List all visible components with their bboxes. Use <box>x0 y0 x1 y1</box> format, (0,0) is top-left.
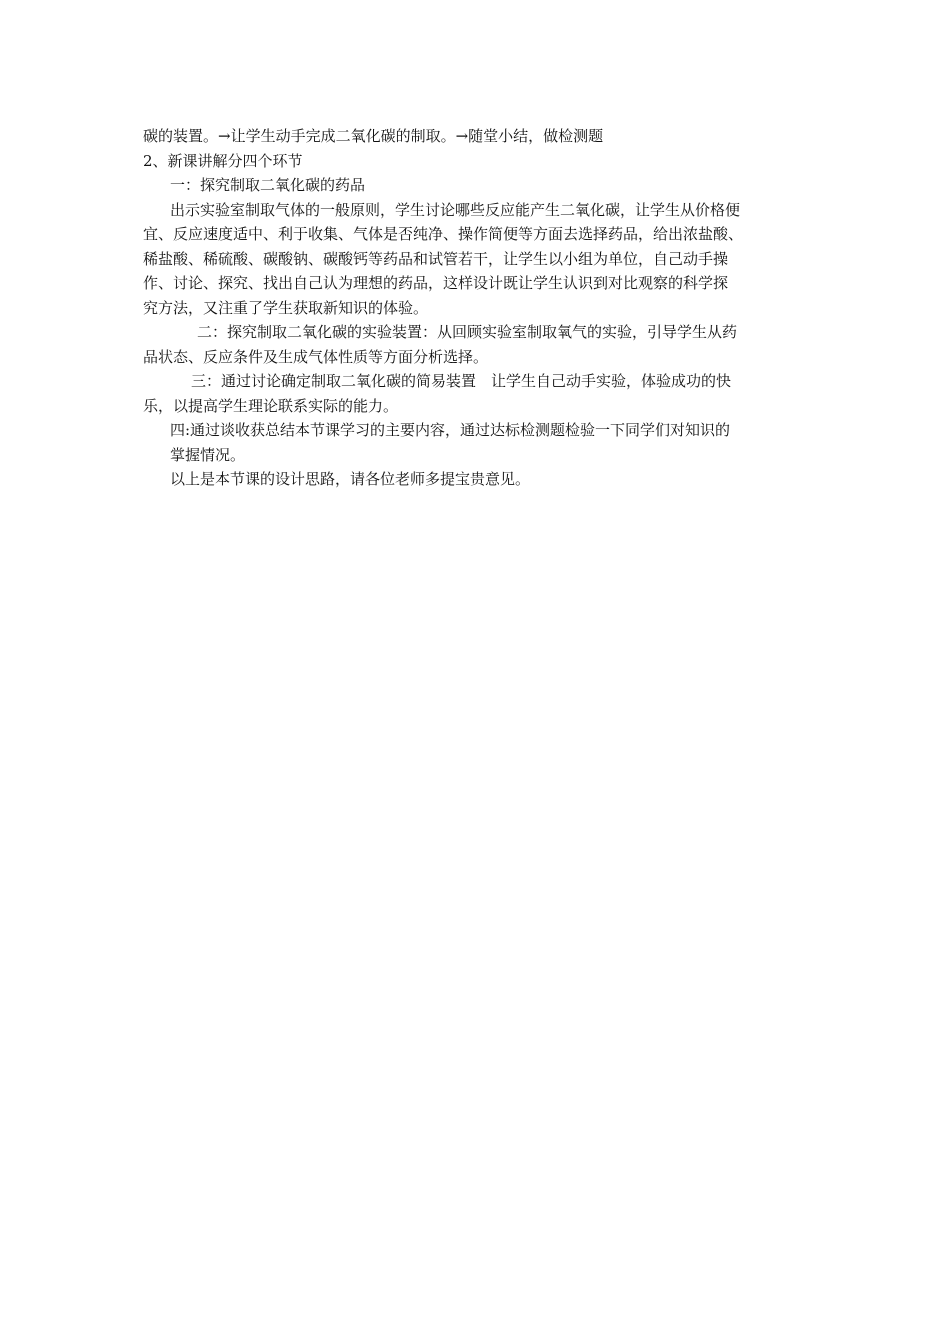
closing-line: 以上是本节课的设计思路，请各位老师多提宝贵意见。 <box>170 470 531 488</box>
text-line: 碳的装置。→让学生动手完成二氧化碳的制取。→随堂小结，做检测题 <box>143 127 604 145</box>
text-line: 出示实验室制取气体的一般原则，学生讨论哪些反应能产生二氧化碳，让学生从价格便 <box>170 200 741 219</box>
subsection-heading: 一：探究制取二氧化碳的药品 <box>170 176 366 194</box>
text-line: 稀盐酸、稀硫酸、碳酸钠、碳酸钙等药品和试管若干，让学生以小组为单位，自己动手操 <box>143 249 729 268</box>
text-line: 掌握情况。 <box>170 445 246 464</box>
text-line: 四:通过谈收获总结本节课学习的主要内容，通过达标检测题检验一下同学们对知识的 <box>170 421 731 439</box>
section-heading: 2、新课讲解分四个环节 <box>143 151 303 170</box>
text-line: 宜、反应速度适中、利于收集、气体是否纯净、操作简便等方面去选择药品，给出浓盐酸、 <box>143 225 744 243</box>
text-line: 乐，以提高学生理论联系实际的能力。 <box>143 396 399 415</box>
text-line: 三：通过讨论确定制取二氧化碳的简易装置 让学生自己动手实验，体验成功的快 <box>191 372 732 390</box>
text-line: 究方法，又注重了学生获取新知识的体验。 <box>143 298 429 317</box>
text-line: 作、讨论、探究、找出自己认为理想的药品，这样设计既让学生认识到对比观察的科学探 <box>143 274 729 292</box>
text-line: 二：探究制取二氧化碳的实验装置：从回顾实验室制取氧气的实验，引导学生从药 <box>197 323 738 341</box>
document-body <box>143 124 813 492</box>
text-line: 品状态、反应条件及生成气体性质等方面分析选择。 <box>143 347 489 366</box>
